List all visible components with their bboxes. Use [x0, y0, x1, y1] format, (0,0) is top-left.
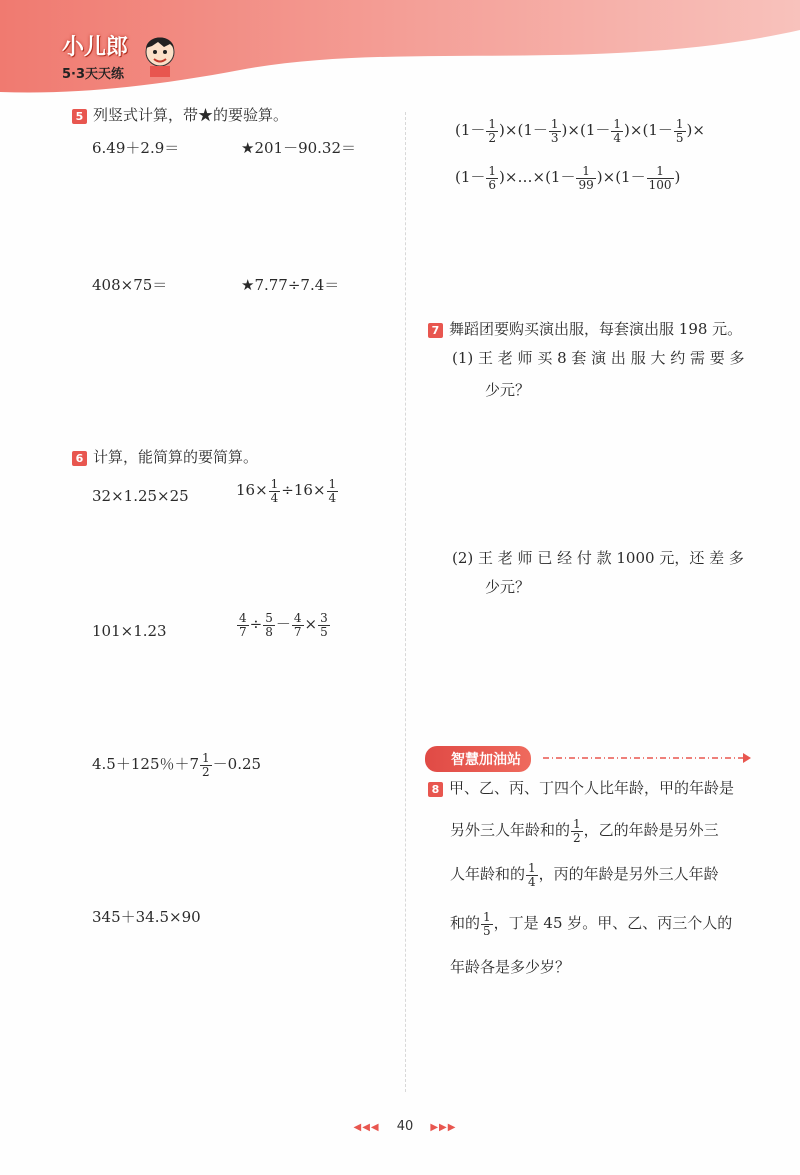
numerator: 5 — [265, 611, 273, 625]
numerator: 1 — [573, 817, 581, 831]
q8-line-3 — [450, 862, 719, 888]
times: × — [504, 121, 518, 140]
paren-open: ( — [579, 121, 586, 140]
numerator: 1 — [270, 477, 279, 491]
paren-close: ) — [561, 121, 568, 140]
q8-text-1: 甲、乙、丙、丁四个人比年龄，甲的年龄是 — [449, 779, 735, 797]
section-label: 智慧加油站 — [425, 746, 531, 772]
fraction — [647, 165, 674, 191]
numerator: 3 — [320, 611, 328, 625]
numerator: 4 — [293, 611, 302, 625]
paren-close: ) — [624, 121, 630, 140]
one-minus: 1－ — [621, 168, 646, 187]
q6-item-2-b: ÷16× — [281, 481, 326, 500]
times: × — [629, 121, 643, 140]
paren-open: ( — [642, 121, 649, 140]
times: × — [602, 168, 616, 187]
times: × — [504, 168, 518, 187]
denominator: 99 — [578, 177, 594, 192]
paren-close: ) — [674, 168, 681, 187]
paren-close: ) — [596, 168, 603, 187]
q8-line-1 — [428, 781, 734, 797]
page-number: 40 — [396, 1119, 414, 1134]
q8-text-3b: ，丙的年龄是另外三人年龄 — [538, 865, 719, 884]
paren-open: ( — [455, 121, 461, 140]
one-minus: 1－ — [460, 121, 486, 140]
numerator: 1 — [488, 164, 497, 178]
paren-open: ( — [545, 168, 551, 187]
q8-text-2a: 另外三人年龄和的 — [450, 821, 571, 840]
q6-item-5-b: －0.25 — [212, 755, 262, 774]
q6-title-text: 计算，能简算的要简算。 — [93, 448, 259, 466]
q5-item-2: ★201－90.32＝ — [241, 139, 357, 157]
left-arrows-icon: ◀◀◀ — [353, 1122, 380, 1133]
dash-arrow-icon — [543, 752, 753, 764]
fraction — [571, 818, 583, 844]
fraction — [318, 612, 330, 638]
denominator: 6 — [488, 177, 497, 192]
fraction — [200, 752, 212, 778]
times: × — [532, 168, 546, 187]
column-divider — [405, 112, 406, 1092]
one-minus: 1－ — [460, 168, 486, 187]
fraction — [481, 911, 493, 937]
product-line-1 — [455, 118, 705, 144]
q6-item-5-a: 4.5＋125％＋7 — [92, 755, 200, 774]
fraction — [292, 612, 304, 638]
fraction — [263, 612, 275, 638]
numerator: 1 — [483, 910, 491, 924]
paren-open: ( — [455, 168, 461, 187]
paren-close: ) — [499, 168, 505, 187]
one-minus: 1－ — [648, 121, 673, 140]
operator: × — [304, 615, 318, 634]
right-arrows-icon: ▶▶▶ — [430, 1122, 457, 1133]
q5-title-text: 列竖式计算，带★的要验算。 — [93, 106, 289, 124]
q7-title-text: 舞蹈团要购买演出服，每套演出服 198 元。 — [449, 320, 743, 338]
denominator: 5 — [675, 130, 684, 145]
fraction — [674, 118, 686, 144]
times: × — [567, 121, 580, 140]
denominator: 3 — [550, 130, 559, 145]
denominator: 2 — [488, 130, 497, 145]
q5-item-3: 408×75＝ — [92, 276, 168, 294]
q6-item-4 — [236, 612, 331, 638]
paren-close: ) — [686, 121, 693, 140]
q7-part2-line2: 少元？ — [485, 578, 531, 596]
q6-item-3: 101×1.23 — [92, 622, 167, 640]
operator: ÷ — [249, 615, 263, 634]
q8-text-3a: 人年龄和的 — [450, 865, 526, 884]
fraction — [237, 612, 249, 638]
q6-number: 6 — [72, 451, 87, 466]
fraction — [327, 478, 339, 504]
q6-title — [72, 450, 258, 466]
denominator: 7 — [239, 624, 247, 639]
series-name: 5·3天天练 — [62, 67, 125, 82]
times: × — [692, 121, 705, 140]
numerator: 1 — [550, 117, 559, 131]
numerator: 1 — [202, 751, 210, 765]
q6-item-2 — [236, 478, 339, 504]
q8-line-2 — [450, 818, 719, 844]
denominator: 4 — [270, 490, 279, 505]
section-header — [425, 746, 755, 770]
q6-item-6: 345＋34.5×90 — [92, 908, 201, 926]
q8-number: 8 — [428, 782, 443, 797]
paren-open: ( — [615, 168, 622, 187]
fraction — [269, 478, 281, 504]
fraction — [611, 118, 623, 144]
denominator: 7 — [293, 624, 302, 639]
denominator: 5 — [320, 624, 328, 639]
fraction — [486, 118, 498, 144]
denominator: 4 — [328, 490, 337, 505]
product-line-2 — [455, 165, 680, 191]
ellipsis: … — [517, 168, 533, 187]
numerator: 1 — [647, 165, 674, 179]
page-footer — [340, 1115, 470, 1134]
q6-item-1: 32×1.25×25 — [92, 487, 189, 505]
numerator: 1 — [488, 117, 497, 131]
q5-title — [72, 108, 288, 124]
paren-close: ) — [499, 121, 505, 140]
numerator: 4 — [239, 611, 247, 625]
numerator: 1 — [576, 165, 595, 179]
q6-item-5 — [92, 752, 261, 778]
denominator: 4 — [528, 874, 536, 889]
denominator: 4 — [613, 130, 622, 145]
numerator: 1 — [528, 861, 536, 875]
q8-text-2b: ，乙的年龄是另外三 — [583, 821, 719, 840]
numerator: 1 — [675, 117, 684, 131]
q7-part2-line1: (2) 王 老 师 已 经 付 款 1000 元，还 差 多 — [452, 549, 744, 567]
operator: － — [275, 615, 291, 634]
denominator: 100 — [648, 177, 672, 192]
denominator: 8 — [265, 624, 273, 639]
fraction — [576, 165, 595, 191]
one-minus: 1－ — [550, 168, 576, 187]
brand-logo — [62, 30, 128, 82]
numerator: 1 — [328, 477, 337, 491]
q5-number: 5 — [72, 109, 87, 124]
q7-part1-line2: 少元？ — [485, 381, 531, 399]
q8-text-4a: 和的 — [450, 914, 481, 933]
fraction — [549, 118, 561, 144]
q7-part1-line1: (1) 王 老 师 买 8 套 演 出 服 大 约 需 要 多 — [452, 349, 745, 367]
fraction — [486, 165, 498, 191]
paren-open: ( — [517, 121, 524, 140]
fraction — [526, 862, 538, 888]
q5-item-1: 6.49＋2.9＝ — [92, 139, 180, 157]
mascot-boy-icon — [140, 30, 180, 78]
denominator: 2 — [573, 830, 581, 845]
numerator: 1 — [613, 117, 622, 131]
q8-line-4 — [450, 911, 732, 937]
denominator: 5 — [483, 923, 491, 938]
one-minus: 1－ — [523, 121, 548, 140]
q7-number: 7 — [428, 323, 443, 338]
q6-item-2-a: 16× — [236, 481, 268, 500]
q7-title — [428, 322, 742, 338]
q8-line-5: 年龄各是多少岁？ — [450, 958, 571, 976]
q8-text-4b: ，丁是 45 岁。甲、乙、丙三个人的 — [493, 914, 733, 933]
q5-item-4: ★7.77÷7.4＝ — [241, 276, 340, 294]
brand-name: 小儿郎 — [62, 35, 129, 60]
one-minus: 1－ — [585, 121, 611, 140]
denominator: 2 — [202, 764, 210, 779]
